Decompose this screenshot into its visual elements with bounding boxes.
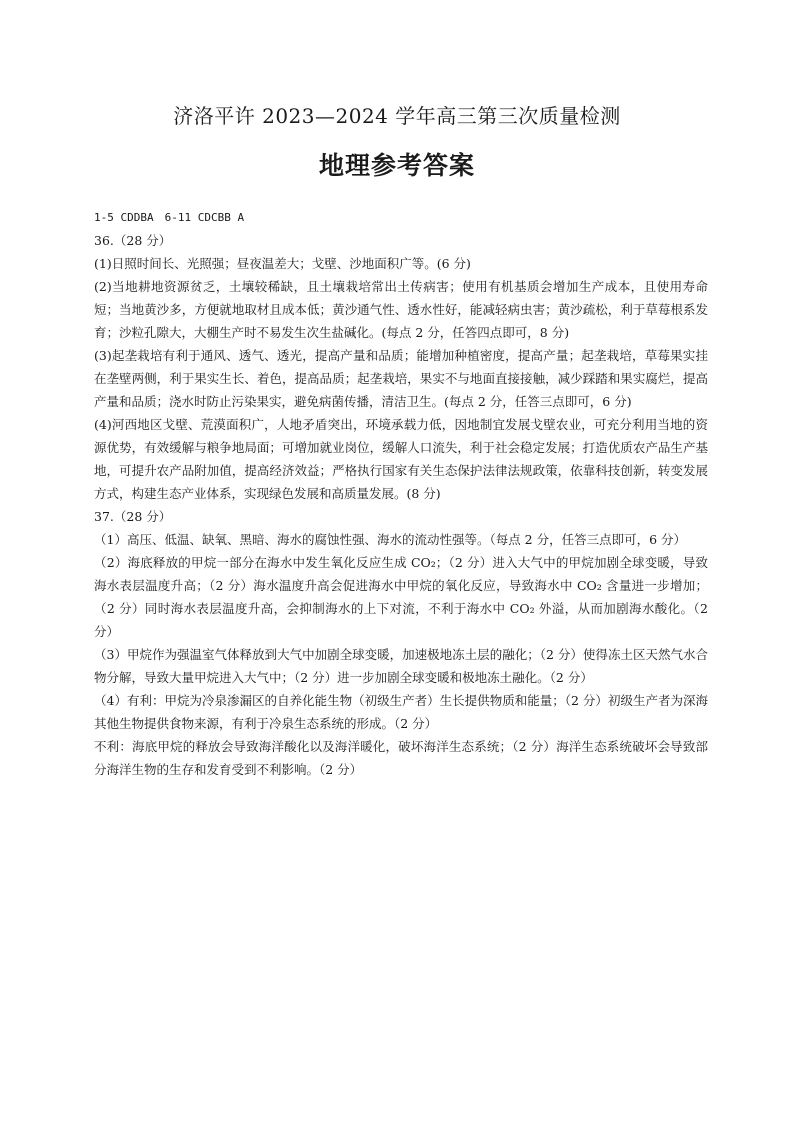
q37-part-4-unfavorable: 不利：海底甲烷的释放会导致海洋酸化以及海洋暖化，破坏海洋生态系统；（2 分）海洋生态系统破坏会导致部分海洋生物的生存和发育受到不利影响。（2 分）: [94, 739, 708, 777]
page-subtitle: 地理参考答案: [318, 151, 475, 180]
q37-part-4-favorable: （4）有利：甲烷为冷泉渗漏区的自养化能生物（初级生产者）生长提供物质和能量；（2 分）初级生产者为深海其他生物提供食物来源，有利于冷泉生态系统的形成。（2 分）: [94, 693, 708, 731]
choice-answers: 1-5 CDDBA 6-11 CDCBB A: [94, 211, 245, 224]
answer-body: [94, 206, 708, 781]
page-title: 济洛平许 2023—2024 学年高三第三次质量检测: [173, 104, 621, 128]
q37-part-2: （2）海底释放的甲烷一部分在海水中发生氧化反应生成 CO₂；（2 分）进入大气中的甲烷加剧全球变暖，导致海水表层温度升高；（2 分）海水温度升高会促进海水中甲烷的氧化反应，导致海水中 CO₂ 含量进一步增加；（2 分）同时海水表层温度升高，会抑制海水的上下对流，不利于海水中 CO₂ 外溢，从而加剧海水酸化。（2 分）: [94, 555, 708, 639]
q36-part-3: (3)起垄栽培有利于通风、透气、透光，提高产量和品质；能增加种植密度，提高产量；起垄栽培，草莓果实挂在垄壁两侧，利于果实生长、着色，提高品质；起垄栽培，果实不与地面直接接触，减少踩踏和果实腐烂，提高产量和品质；浇水时防止污染果实，避免病菌传播，清洁卫生。(每点 2 分，任答三点即可，6 分): [94, 348, 708, 409]
q36-part-2: (2)当地耕地资源贫乏，土壤较稀缺，且土壤栽培常出土传病害；使用有机基质会增加生产成本，且使用寿命短；当地黄沙多，方便就地取材且成本低；黄沙通气性、透水性好，能减轻病虫害；黄沙疏松，利于草莓根系发育；沙粒孔隙大，大棚生产时不易发生次生盐碱化。(每点 2 分，任答四点即可，8 分): [94, 279, 708, 340]
q37-part-1: （1）高压、低温、缺氧、黑暗、海水的腐蚀性强、海水的流动性强等。（每点 2 分，任答三点即可，6 分）: [94, 532, 687, 547]
q37-part-3: （3）甲烷作为强温室气体释放到大气中加剧全球变暖，加速极地冻土层的融化；（2 分）使得冻土区天然气水合物分解，导致大量甲烷进入大气中；（2 分）进一步加剧全球变暖和极地冻土融化。（2 分）: [94, 647, 708, 685]
q36-part-1: (1)日照时间长、光照强；昼夜温差大；戈壁、沙地面积广等。(6 分): [94, 256, 471, 271]
q36-part-4: (4)河西地区戈壁、荒漠面积广，人地矛盾突出，环境承载力低，因地制宜发展戈壁农业，可充分利用当地的资源优势，有效缓解与粮争地局面；可增加就业岗位，缓解人口流失，利于社会稳定发展；打造优质农产品生产基地，可提升农产品附加值，提高经济效益；严格执行国家有关生态保护法律法规政策，依靠科技创新，转变发展方式，构建生态产业体系，实现绿色发展和高质量发展。(8 分): [94, 417, 708, 501]
q36-heading: 36.（28 分）: [94, 233, 172, 248]
q37-heading: 37.（28 分）: [94, 509, 172, 524]
